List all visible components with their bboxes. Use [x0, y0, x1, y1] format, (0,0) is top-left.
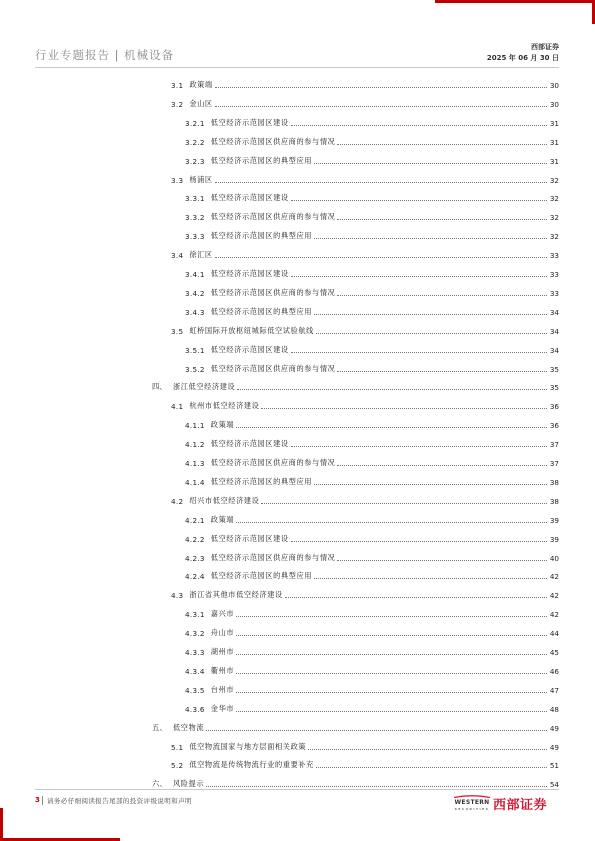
- toc-entry-page: 34: [549, 326, 559, 336]
- toc-entry-title: 金华市: [210, 703, 235, 713]
- toc-entry-number: 3.4.2: [185, 288, 205, 298]
- toc-entry[interactable]: [185, 130, 559, 147]
- toc-entry-page: 54: [549, 780, 559, 790]
- toc-entry-number: 4.2.2: [185, 534, 205, 544]
- page-number: 3: [35, 796, 40, 804]
- toc-dot-leader: [236, 616, 547, 617]
- toc-entry-title: 低空经济示范园区建设: [210, 439, 289, 449]
- toc-entry[interactable]: [185, 205, 559, 222]
- toc-entry[interactable]: [185, 149, 559, 166]
- toc-entry-page: 32: [549, 194, 559, 204]
- toc-entry-number: 4.3.4: [185, 666, 205, 676]
- toc-dot-leader: [314, 163, 547, 164]
- toc-entry[interactable]: [185, 470, 559, 487]
- toc-entry[interactable]: [185, 224, 559, 241]
- toc-dot-leader: [236, 427, 547, 428]
- toc-entry-page: 35: [549, 364, 559, 374]
- toc-entry-title: 低空经济示范园区建设: [210, 533, 289, 543]
- toc-entry-number: 3.2.2: [185, 137, 205, 147]
- toc-dot-leader: [314, 238, 547, 239]
- toc-entry[interactable]: [185, 281, 559, 298]
- footer-disclaimer: 请务必仔细阅读报告尾部的投资评级说明和声明: [47, 797, 192, 805]
- toc-entry-title: 低空物流国家与地方层面相关政策: [189, 741, 307, 751]
- toc-entry-page: 46: [549, 666, 559, 676]
- toc-entry[interactable]: [185, 357, 559, 374]
- toc-entry-number: 4.3.3: [185, 648, 205, 657]
- toc-entry-page: 39: [549, 515, 559, 525]
- toc-entry-title: 低空物流: [172, 722, 205, 732]
- toc-dot-leader: [316, 333, 547, 334]
- toc-entry-page: 32: [549, 213, 559, 223]
- toc-entry-title: 低空经济示范园区建设: [210, 193, 289, 203]
- toc-entry-page: 36: [549, 402, 559, 412]
- toc-entry-page: 31: [549, 156, 559, 166]
- toc-entry-page: 31: [549, 118, 559, 128]
- toc-dot-leader: [314, 578, 547, 579]
- toc-entry-title: 虹桥国际开放枢纽城际低空试验航线: [189, 325, 314, 335]
- toc-dot-leader: [337, 371, 547, 372]
- header-company: 西部证券: [531, 43, 559, 51]
- toc-entry-title: 杨浦区: [189, 174, 213, 184]
- toc-entry-title: 低空经济示范园区供应商的参与情况: [210, 287, 336, 297]
- toc-entry[interactable]: [171, 73, 559, 90]
- toc-entry-title: 嘉兴市: [210, 609, 235, 619]
- toc-entry-page: 39: [549, 534, 559, 544]
- toc-entry-page: 42: [549, 610, 559, 620]
- toc-entry-page: 47: [549, 685, 559, 695]
- toc-entry-number: 3.5: [171, 326, 184, 336]
- toc-entry-title: 低空经济示范园区的典型应用: [210, 231, 313, 241]
- toc-entry-title: 低空经济示范园区的典型应用: [210, 155, 313, 165]
- toc-entry-number: 4.1.3: [185, 459, 205, 468]
- toc-entry[interactable]: [185, 300, 559, 317]
- logo-english-text: WESTERN: [454, 798, 490, 806]
- toc-entry-page: 42: [549, 572, 559, 582]
- toc-entry-number: 3.5.1: [185, 345, 205, 355]
- toc-entry[interactable]: [171, 583, 559, 600]
- toc-entry[interactable]: [185, 451, 559, 468]
- toc-dot-leader: [261, 503, 547, 504]
- toc-entry-number: 5.1: [171, 742, 184, 752]
- toc-entry-page: 34: [549, 345, 559, 355]
- toc-entry-page: 37: [549, 440, 559, 450]
- toc-entry-number: 4.1.1: [185, 421, 205, 431]
- toc-entry-number: 四、: [152, 382, 167, 392]
- toc-dot-leader: [261, 408, 547, 409]
- toc-entry[interactable]: [152, 375, 559, 392]
- toc-dot-leader: [291, 446, 547, 447]
- toc-entry-title: 低空经济示范园区供应商的参与情况: [210, 552, 336, 562]
- toc-entry[interactable]: [171, 394, 559, 411]
- toc-entry-number: 3.3.2: [185, 213, 205, 223]
- toc-entry[interactable]: [171, 319, 559, 336]
- toc-entry[interactable]: [185, 413, 559, 430]
- toc-entry-page: 33: [549, 251, 559, 261]
- toc-entry[interactable]: [171, 753, 559, 770]
- toc-entry-number: 4.3.2: [185, 629, 205, 639]
- toc-entry-number: 3.4.1: [185, 270, 205, 279]
- toc-entry-number: 5.2: [171, 761, 184, 771]
- toc-entry-title: 低空经济示范园区的典型应用: [210, 571, 313, 581]
- logo-chinese-text: 西部证券: [493, 798, 548, 813]
- toc-entry[interactable]: [185, 697, 559, 714]
- toc-dot-leader: [291, 541, 547, 542]
- logo-english-subtext: SECURITIES: [454, 806, 490, 811]
- toc-entry-page: 49: [549, 742, 559, 752]
- toc-entry-title: 浙江省其他市低空经济建设: [189, 590, 283, 600]
- toc-dot-leader: [337, 560, 547, 561]
- toc-entry-title: 舟山市: [210, 628, 235, 638]
- toc-entry-number: 3.4.3: [185, 307, 205, 317]
- toc-entry-page: 40: [549, 553, 559, 563]
- toc-dot-leader: [237, 389, 547, 390]
- toc-entry-number: 4.2: [171, 496, 184, 506]
- toc-dot-leader: [236, 654, 547, 655]
- logo-english: [454, 795, 490, 813]
- toc-entry-title: 低空经济示范园区的典型应用: [210, 476, 313, 486]
- toc-entry-number: 4.3.6: [185, 704, 205, 714]
- toc-entry-number: 4.1.2: [185, 440, 205, 450]
- toc-entry-page: 36: [549, 421, 559, 431]
- toc-dot-leader: [215, 106, 547, 107]
- corner-accent-bottom-vertical: [0, 808, 3, 841]
- toc-entry[interactable]: [185, 621, 559, 638]
- toc-entry-page: 35: [549, 383, 559, 393]
- toc-dot-leader: [314, 484, 547, 485]
- toc-entry-number: 4.3: [171, 591, 184, 601]
- toc-dot-leader: [291, 125, 547, 126]
- toc-entry-number: 六、: [152, 779, 167, 789]
- toc-entry-page: 38: [549, 496, 559, 506]
- toc-entry[interactable]: [185, 659, 559, 676]
- toc-entry-title: 徐汇区: [189, 250, 213, 260]
- toc-entry-page: 32: [549, 175, 559, 185]
- toc-entry-title: 低空经济示范园区的典型应用: [210, 306, 313, 316]
- toc-entry[interactable]: [185, 508, 559, 525]
- toc-entry[interactable]: [171, 168, 559, 185]
- toc-entry-number: 3.3.3: [185, 232, 205, 242]
- toc-entry-number: 4.1: [171, 402, 184, 412]
- toc-entry-number: 3.1: [171, 81, 184, 90]
- toc-entry-number: 3.5.2: [185, 364, 205, 374]
- toc-entry-title: 政策端: [189, 80, 213, 89]
- toc-entry[interactable]: [152, 716, 559, 733]
- toc-entry-title: 衢州市: [210, 665, 235, 675]
- toc-dot-leader: [206, 730, 547, 731]
- toc-entry-title: 政策端: [210, 514, 235, 524]
- toc-entry[interactable]: [185, 262, 559, 279]
- toc-entry-title: 低空经济示范园区供应商的参与情况: [210, 363, 336, 373]
- toc-entry-number: 3.2.3: [185, 156, 205, 166]
- toc-entry-page: 30: [549, 99, 559, 109]
- toc-dot-leader: [337, 144, 547, 145]
- toc-dot-leader: [206, 786, 547, 787]
- toc-dot-leader: [337, 295, 547, 296]
- toc-entry-number: 4.3.1: [185, 610, 205, 620]
- toc-entry-title: 风险提示: [172, 779, 205, 789]
- toc-entry[interactable]: [185, 432, 559, 449]
- toc-entry[interactable]: [185, 338, 559, 355]
- toc-entry-title: 低空经济示范园区供应商的参与情况: [210, 136, 336, 146]
- toc-entry-number: 五、: [152, 722, 167, 732]
- toc-entry[interactable]: [185, 678, 559, 695]
- toc-entry-title: 低空经济示范园区供应商的参与情况: [210, 212, 336, 222]
- toc-dot-leader: [314, 314, 547, 315]
- toc-entry[interactable]: [185, 640, 559, 657]
- toc-entry-number: 4.1.4: [185, 477, 205, 487]
- toc-dot-leader: [308, 749, 547, 750]
- header-meta: [487, 42, 559, 64]
- footer-separator: [42, 796, 43, 805]
- toc-entry-title: 低空经济示范园区供应商的参与情况: [210, 458, 336, 467]
- toc-entry-title: 金山区: [189, 98, 213, 108]
- toc-entry-page: 45: [549, 648, 559, 657]
- toc-dot-leader: [215, 87, 547, 88]
- toc-entry-title: 低空经济示范园区建设: [210, 344, 289, 354]
- toc-entry-title: 低空经济示范园区建设: [210, 269, 289, 278]
- footer-divider: [35, 789, 559, 790]
- toc-entry-title: 台州市: [210, 684, 235, 694]
- toc-dot-leader: [337, 465, 547, 466]
- toc-entry-number: 4.2.1: [185, 515, 205, 525]
- toc-entry[interactable]: [185, 602, 559, 619]
- toc-entry-page: 30: [549, 81, 559, 90]
- toc-entry-page: 34: [549, 307, 559, 317]
- toc-entry-page: 48: [549, 704, 559, 714]
- toc-entry-page: 33: [549, 270, 559, 279]
- toc-entry[interactable]: [171, 489, 559, 506]
- toc-dot-leader: [285, 597, 547, 598]
- toc-entry-number: 3.2.1: [185, 118, 205, 128]
- toc-dot-leader: [236, 692, 547, 693]
- toc-entry[interactable]: [171, 735, 559, 752]
- toc-entry-title: 绍兴市低空经济建设: [189, 495, 260, 505]
- toc-entry-page: 32: [549, 232, 559, 242]
- toc-entry-page: 49: [549, 723, 559, 733]
- corner-accent-top: [435, 0, 595, 3]
- toc-entry[interactable]: [171, 243, 559, 260]
- toc-entry-page: 37: [549, 459, 559, 468]
- toc-dot-leader: [236, 522, 547, 523]
- toc-entry-number: 3.3.1: [185, 194, 205, 204]
- toc-entry-page: 31: [549, 137, 559, 147]
- toc-entry-page: 42: [549, 591, 559, 601]
- toc-entry-title: 低空经济示范园区建设: [210, 117, 289, 127]
- header-date: 2025 年 06 月 30 日: [486, 54, 559, 62]
- toc-dot-leader: [337, 219, 547, 220]
- toc-entry-title: 低空物流是传统物流行业的重要补充: [189, 760, 314, 770]
- toc-entry-number: 3.4: [171, 251, 184, 261]
- toc-dot-leader: [215, 182, 547, 183]
- toc-entry-number: 3.3: [171, 175, 184, 185]
- toc-entry-number: 3.2: [171, 99, 184, 109]
- toc-entry[interactable]: [185, 564, 559, 581]
- toc-dot-leader: [291, 200, 547, 201]
- toc-entry-page: 33: [549, 288, 559, 298]
- toc-dot-leader: [215, 257, 547, 258]
- header-divider: [35, 67, 559, 68]
- toc-entry-title: 杭州市低空经济建设: [189, 401, 260, 411]
- toc-entry[interactable]: [171, 92, 559, 109]
- toc-entry[interactable]: [185, 186, 559, 203]
- toc-entry-page: 38: [549, 477, 559, 487]
- toc-dot-leader: [236, 635, 547, 636]
- toc-entry-page: 44: [549, 629, 559, 639]
- toc-entry-number: 4.3.5: [185, 685, 205, 695]
- report-category: 行业专题报告 | 机械设备: [35, 48, 175, 62]
- toc-entry[interactable]: [185, 111, 559, 128]
- logo-swoosh-icon: [454, 795, 490, 798]
- toc-entry-title: 政策端: [210, 420, 235, 430]
- toc-entry-title: 浙江低空经济建设: [172, 382, 236, 392]
- toc-dot-leader: [291, 352, 547, 353]
- toc-entry[interactable]: [152, 772, 559, 789]
- toc-entry-number: 4.2.3: [185, 553, 205, 563]
- toc-entry[interactable]: [185, 546, 559, 563]
- company-logo: [454, 794, 547, 813]
- toc-entry[interactable]: [185, 527, 559, 544]
- toc-dot-leader: [291, 276, 547, 277]
- toc-entry-page: 51: [549, 761, 559, 771]
- toc-entry-number: 4.2.4: [185, 572, 205, 582]
- toc-dot-leader: [236, 711, 547, 712]
- toc-dot-leader: [236, 673, 547, 674]
- toc-dot-leader: [316, 767, 547, 768]
- toc-entry-title: 湖州市: [210, 647, 235, 656]
